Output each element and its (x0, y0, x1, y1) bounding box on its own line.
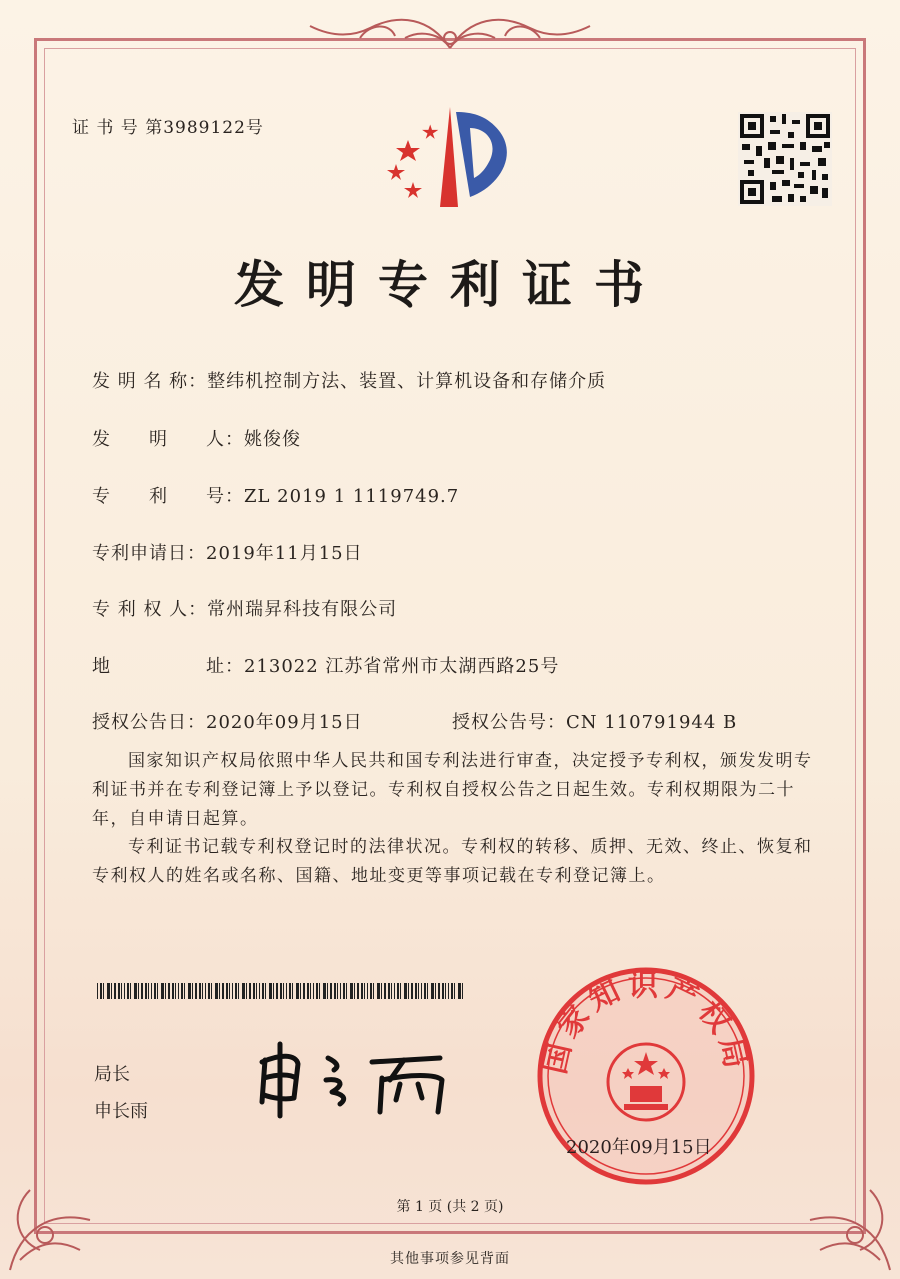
barcode-bar (445, 983, 446, 999)
barcode-bar (184, 983, 185, 999)
filing-date-row (92, 539, 363, 565)
barcode-bar (178, 983, 179, 999)
barcode-bar (438, 983, 440, 999)
barcode-bar (316, 983, 318, 999)
barcode-bar (296, 983, 299, 999)
top-ornament-icon (300, 8, 600, 58)
barcode-bar (418, 983, 419, 999)
certificate-title: 发明专利证书 (234, 255, 666, 314)
barcode-bar (168, 983, 170, 999)
barcode-bar (103, 983, 104, 999)
barcode-bar (188, 983, 191, 999)
barcode-bar (172, 983, 174, 999)
barcode-bar (246, 983, 247, 999)
barcode-bar (435, 983, 436, 999)
invention-name-row (92, 367, 606, 393)
barcode-bar (415, 983, 417, 999)
barcode-bar (448, 983, 449, 999)
barcode-bar (157, 983, 158, 999)
barcode-bar (394, 983, 395, 999)
back-side-note: 其他事项参见背面 (390, 1251, 510, 1267)
barcode-bar (256, 983, 257, 999)
barcode-bar (292, 983, 293, 999)
barcode-bar (370, 983, 372, 999)
barcode-bar (249, 983, 251, 999)
barcode-bar (259, 983, 260, 999)
page-indicator: 第 1 页 (共 2 页) (396, 1199, 504, 1215)
address-row (92, 652, 559, 678)
barcode-bar (195, 983, 197, 999)
barcode-bar (181, 983, 183, 999)
barcode-bar (269, 983, 272, 999)
barcode-bar (397, 983, 399, 999)
barcode-bar (124, 983, 125, 999)
barcode-bar (253, 983, 255, 999)
barcode-bar (340, 983, 341, 999)
seal-text: 国家知识产权局 (537, 968, 755, 1078)
barcode-bar (337, 983, 338, 999)
barcode-bar (391, 983, 392, 999)
barcode-bar (121, 983, 122, 999)
barcode-bar (130, 983, 131, 999)
barcode-bar (238, 983, 239, 999)
inventor-label: 发 明 人： (92, 429, 244, 450)
barcode-bar (192, 983, 193, 999)
grant-date-value: 2020年09月15日 (206, 712, 363, 733)
barcode-bar (327, 983, 328, 999)
barcode-bar (323, 983, 326, 999)
address-value: 213022 江苏省常州市太湖西路25号 (244, 656, 560, 677)
barcode-bar (226, 983, 228, 999)
barcode-bar (208, 983, 210, 999)
filing-date-value: 2019年11月15日 (206, 543, 363, 564)
barcode-bar (421, 983, 422, 999)
barcode-icon (97, 983, 463, 999)
barcode-bar (141, 983, 143, 999)
certificate-number: 证 书 号 第3989122号 (72, 118, 264, 138)
invention-name-value: 整纬机控制方法、装置、计算机设备和存储介质 (207, 371, 607, 392)
patent-number-row (92, 482, 459, 508)
barcode-bar (165, 983, 166, 999)
grant-date-label: 授权公告日： (92, 712, 206, 733)
barcode-bar (134, 983, 137, 999)
barcode-bar (408, 983, 409, 999)
patentee-label: 专 利 权 人： (92, 599, 208, 620)
barcode-bar (286, 983, 287, 999)
barcode-bar (307, 983, 309, 999)
patent-number-value: ZL 2019 1 1119749.7 (244, 486, 460, 507)
barcode-bar (462, 983, 463, 999)
barcode-bar (343, 983, 345, 999)
barcode-bar (377, 983, 380, 999)
patent-number-label: 专 利 号： (92, 486, 244, 507)
inventor-row (92, 425, 301, 451)
filing-date-label: 专利申请日： (92, 543, 206, 564)
barcode-bar (346, 983, 347, 999)
barcode-bar (451, 983, 453, 999)
legal-paragraph-1: 国家知识产权局依照中华人民共和国专利法进行审查，决定授予专利权，颁发发明专利证书并在专利登记簿上予以登记。专利权自授权公告之日起生效。专利权期限为二十年，自申请日起算。 (92, 751, 813, 829)
barcode-bar (229, 983, 230, 999)
barcode-bar (319, 983, 320, 999)
barcode-bar (175, 983, 176, 999)
director-name: 申长雨 (94, 1101, 148, 1122)
barcode-bar (283, 983, 284, 999)
barcode-bar (404, 983, 407, 999)
barcode-bar (300, 983, 301, 999)
barcode-bar (354, 983, 355, 999)
handwritten-signature-icon (250, 1040, 460, 1120)
grant-date-row (92, 708, 363, 734)
barcode-bar (211, 983, 212, 999)
barcode-bar (100, 983, 102, 999)
legal-paragraph-2: 专利证书记载专利权登记时的法律状况。专利权的转移、质押、无效、终止、恢复和专利权人的姓名或名称、国籍、地址变更等事项记载在专利登记簿上。 (92, 837, 813, 886)
barcode-bar (310, 983, 311, 999)
barcode-bar (273, 983, 274, 999)
barcode-bar (199, 983, 201, 999)
barcode-bar (388, 983, 390, 999)
barcode-bar (313, 983, 314, 999)
barcode-bar (145, 983, 147, 999)
barcode-bar (154, 983, 156, 999)
barcode-bar (289, 983, 291, 999)
barcode-bar (373, 983, 374, 999)
barcode-bar (242, 983, 245, 999)
patentee-value: 常州瑞昇科技有限公司 (207, 599, 398, 620)
barcode-bar (202, 983, 203, 999)
qr-code-icon (738, 112, 832, 206)
barcode-bar (205, 983, 206, 999)
barcode-bar (400, 983, 401, 999)
barcode-bar (350, 983, 353, 999)
barcode-bar (265, 983, 266, 999)
barcode-bar (334, 983, 336, 999)
barcode-bar (151, 983, 152, 999)
director-title: 局长 (94, 1064, 130, 1085)
barcode-bar (381, 983, 382, 999)
barcode-bar (427, 983, 428, 999)
barcode-bar (235, 983, 237, 999)
barcode-bar (357, 983, 359, 999)
barcode-bar (442, 983, 444, 999)
barcode-bar (424, 983, 426, 999)
invention-name-label: 发 明 名 称： (92, 371, 208, 392)
barcode-bar (161, 983, 164, 999)
barcode-bar (127, 983, 129, 999)
address-label: 地 址： (92, 656, 244, 677)
barcode-bar (431, 983, 434, 999)
barcode-bar (276, 983, 278, 999)
barcode-bar (215, 983, 218, 999)
patent-office-logo-icon (378, 102, 528, 214)
barcode-bar (411, 983, 413, 999)
inventor-value: 姚俊俊 (244, 429, 301, 450)
grant-number-value: CN 110791944 B (566, 712, 738, 733)
barcode-bar (138, 983, 139, 999)
barcode-bar (148, 983, 149, 999)
barcode-bar (384, 983, 386, 999)
seal-date: 2020年09月15日 (566, 1137, 712, 1158)
barcode-bar (107, 983, 110, 999)
barcode-bar (364, 983, 365, 999)
barcode-bar (262, 983, 264, 999)
barcode-bar (232, 983, 233, 999)
grant-number-label: 授权公告号： (452, 712, 566, 733)
barcode-bar (111, 983, 112, 999)
grant-number-row (452, 708, 737, 734)
barcode-bar (361, 983, 363, 999)
barcode-bar (222, 983, 224, 999)
patentee-row (92, 595, 397, 621)
barcode-bar (454, 983, 455, 999)
barcode-bar (219, 983, 220, 999)
barcode-bar (367, 983, 368, 999)
barcode-bar (330, 983, 332, 999)
barcode-bar (458, 983, 461, 999)
barcode-bar (97, 983, 98, 999)
barcode-bar (280, 983, 282, 999)
barcode-bar (303, 983, 305, 999)
barcode-bar (114, 983, 116, 999)
barcode-bar (118, 983, 120, 999)
